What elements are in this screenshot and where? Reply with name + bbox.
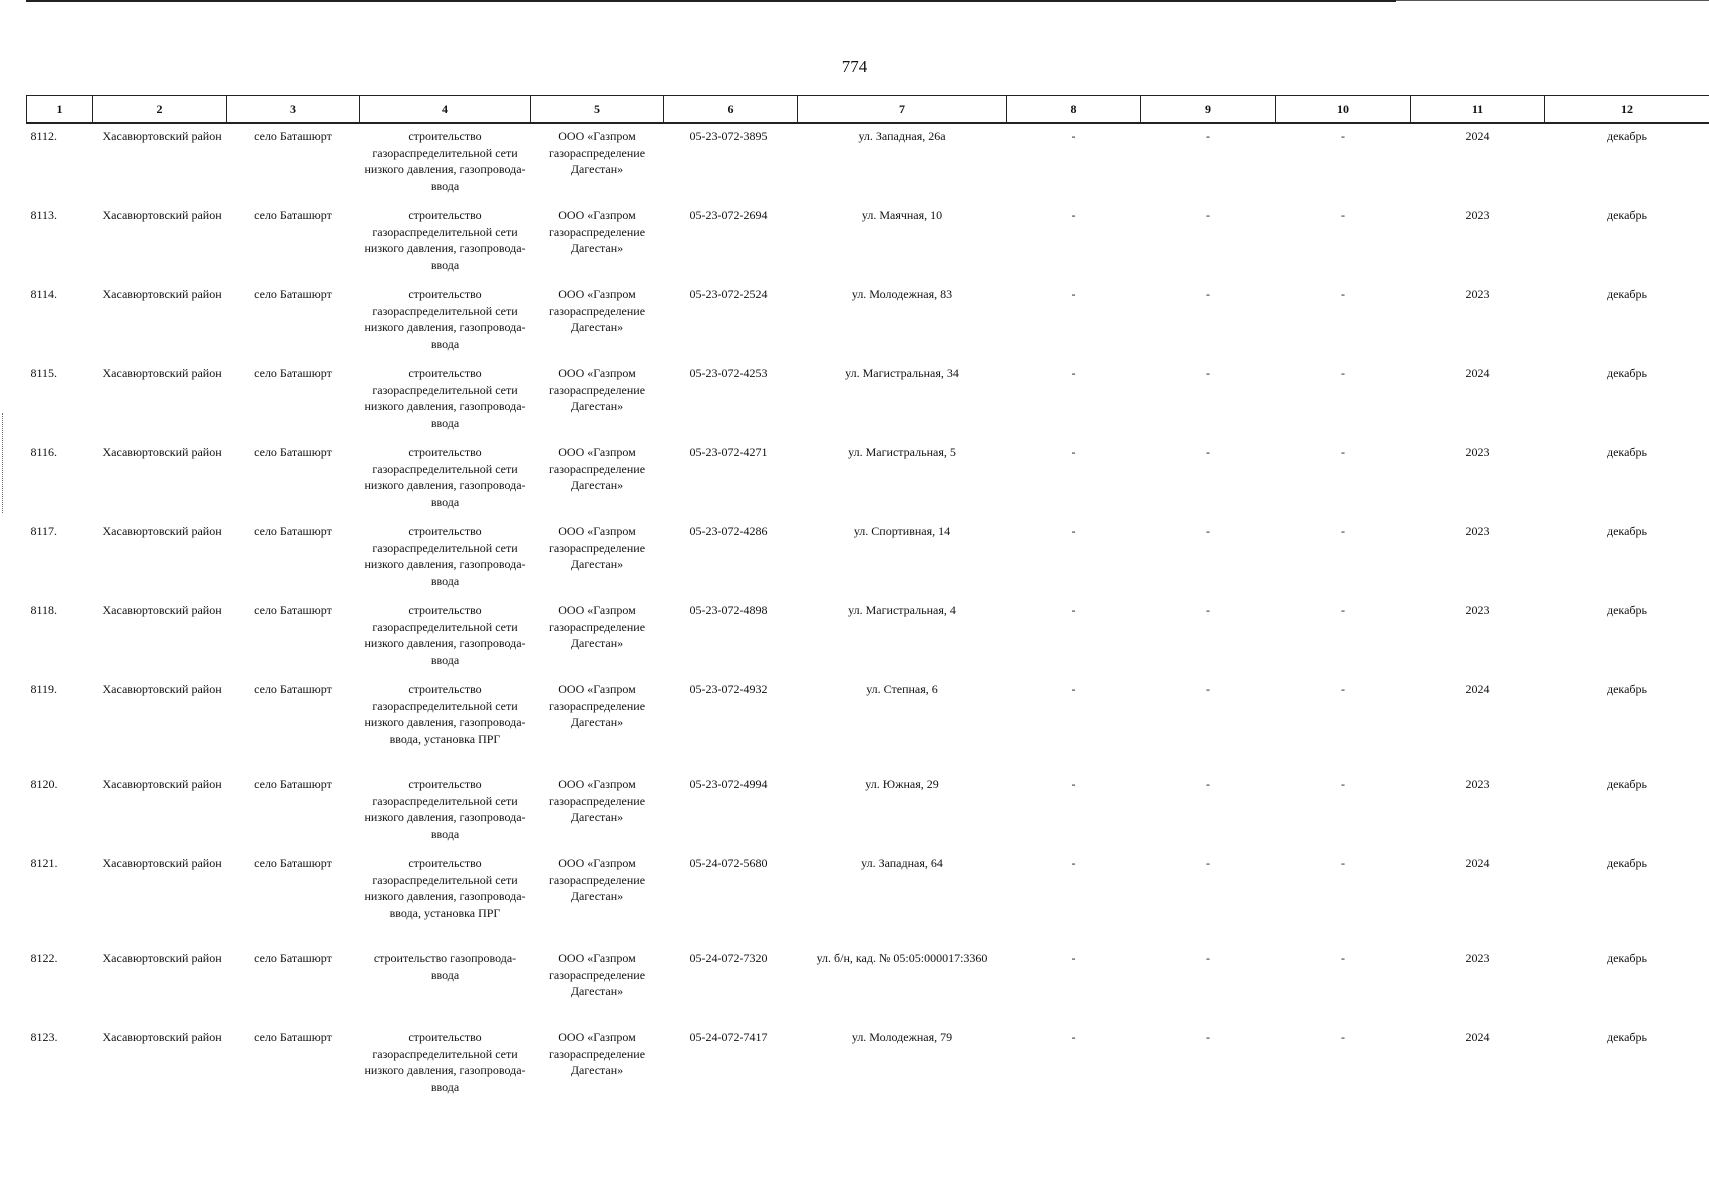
column-9-cell: - [1206,777,1210,791]
column-8-cell: - [1071,856,1076,870]
table-row [27,946,1709,1025]
column-header: 4 [360,96,531,124]
work-description-cell: строительство газораспределительной сети низкого давления, газопровода-ввода [364,208,526,272]
column-9-cell: - [1206,951,1210,965]
object-code-cell: 05-24-072-7320 [689,951,768,965]
year-cell: 2023 [1465,287,1490,301]
address-cell: ул. Западная, 26а [858,129,946,143]
district-cell: Хасавюртовский район [102,129,222,143]
settlement-cell: село Баташюрт [254,445,332,459]
organization-cell: ООО «Газпром газораспределение Дагестан» [548,777,646,824]
year-cell: 2023 [1465,445,1490,459]
organization-cell: ООО «Газпром газораспределение Дагестан» [548,1030,646,1077]
column-header: 11 [1411,96,1545,124]
month-cell: декабрь [1607,366,1647,380]
address-cell: ул. Маячная, 10 [861,208,943,222]
row-number: 8117. [30,524,58,538]
object-code-cell: 05-24-072-5680 [689,856,768,870]
work-description-cell: строительство газораспределительной сети низкого давления, газопровода-ввода [364,287,526,351]
column-10-cell: - [1341,603,1345,617]
column-9-cell: - [1206,1030,1210,1044]
column-10-cell: - [1341,1030,1345,1044]
month-cell: декабрь [1607,1030,1647,1044]
column-header: 5 [531,96,664,124]
table-row [27,772,1709,851]
row-number: 8115. [30,366,58,380]
organization-cell: ООО «Газпром газораспределение Дагестан» [548,129,646,176]
month-cell: декабрь [1607,129,1647,143]
address-cell: ул. Магистральная, 34 [845,366,959,380]
district-cell: Хасавюртовский район [102,287,222,301]
table-row [27,123,1709,203]
settlement-cell: село Баташюрт [254,129,332,143]
object-code-cell: 05-23-072-3895 [689,129,768,143]
district-cell: Хасавюртовский район [102,366,222,380]
address-cell: ул. Спортивная, 14 [853,524,951,538]
organization-cell: ООО «Газпром газораспределение Дагестан» [548,856,646,903]
row-number: 8122. [30,951,58,965]
column-header: 2 [93,96,227,124]
table-row [27,851,1709,946]
organization-cell: ООО «Газпром газораспределение Дагестан» [548,445,646,492]
column-8-cell: - [1071,951,1076,965]
column-9-cell: - [1206,603,1210,617]
work-description-cell: строительство газораспределительной сети низкого давления, газопровода-ввода, установка ПРГ [364,856,526,920]
month-cell: декабрь [1607,856,1647,870]
settlement-cell: село Баташюрт [254,682,332,696]
work-description-cell: строительство газораспределительной сети низкого давления, газопровода-ввода [364,524,526,588]
month-cell: декабрь [1607,524,1647,538]
column-10-cell: - [1341,682,1345,696]
column-9-cell: - [1206,287,1210,301]
column-10-cell: - [1341,445,1345,459]
work-description-cell: строительство газораспределительной сети низкого давления, газопровода-ввода, установка ПРГ [364,682,526,746]
object-code-cell: 05-24-072-7417 [689,1030,768,1044]
column-8-cell: - [1071,682,1076,696]
organization-cell: ООО «Газпром газораспределение Дагестан» [548,682,646,729]
table-row [27,440,1709,519]
column-8-cell: - [1071,208,1076,222]
organization-cell: ООО «Газпром газораспределение Дагестан» [548,208,646,255]
year-cell: 2023 [1465,603,1490,617]
registry-body [27,123,1709,1104]
address-cell: ул. Западная, 64 [861,856,943,870]
year-cell: 2024 [1465,366,1490,380]
month-cell: декабрь [1607,445,1647,459]
object-code-cell: 05-23-072-4994 [689,777,768,791]
year-cell: 2024 [1465,129,1490,143]
column-10-cell: - [1341,129,1345,143]
organization-cell: ООО «Газпром газораспределение Дагестан» [548,287,646,334]
year-cell: 2023 [1465,777,1490,791]
column-9-cell: - [1206,208,1210,222]
district-cell: Хасавюртовский район [102,856,222,870]
column-8-cell: - [1071,287,1076,301]
table-row [27,677,1709,772]
address-cell: ул. Молодежная, 79 [851,1030,953,1044]
work-description-cell: строительство газораспределительной сети низкого давления, газопровода-ввода [364,1030,526,1094]
month-cell: декабрь [1607,682,1647,696]
settlement-cell: село Баташюрт [254,603,332,617]
settlement-cell: село Баташюрт [254,1030,332,1044]
address-cell: ул. Молодежная, 83 [851,287,953,301]
column-10-cell: - [1341,366,1345,380]
month-cell: декабрь [1607,603,1647,617]
column-header: 8 [1007,96,1141,124]
column-header: 7 [798,96,1007,124]
settlement-cell: село Баташюрт [254,856,332,870]
month-cell: декабрь [1607,777,1647,791]
object-code-cell: 05-23-072-4271 [689,445,768,459]
table-row [27,203,1709,282]
month-cell: декабрь [1607,287,1647,301]
district-cell: Хасавюртовский район [102,524,222,538]
address-cell: ул. Магистральная, 5 [848,445,956,459]
object-code-cell: 05-23-072-4286 [689,524,768,538]
column-number-header-row [27,96,1709,124]
district-cell: Хасавюртовский район [102,777,222,791]
month-cell: декабрь [1607,951,1647,965]
row-number: 8120. [30,777,58,791]
column-9-cell: - [1206,682,1210,696]
year-cell: 2024 [1465,856,1490,870]
row-number: 8119. [30,682,58,696]
address-cell: ул. Магистральная, 4 [848,603,956,617]
column-8-cell: - [1071,777,1076,791]
column-header: 9 [1141,96,1276,124]
year-cell: 2023 [1465,951,1490,965]
work-description-cell: строительство газораспределительной сети низкого давления, газопровода-ввода [364,777,526,841]
column-9-cell: - [1206,524,1210,538]
month-cell: декабрь [1607,208,1647,222]
column-9-cell: - [1206,129,1210,143]
year-cell: 2023 [1465,208,1490,222]
column-header: 12 [1545,96,1709,124]
column-8-cell: - [1071,603,1076,617]
column-9-cell: - [1206,856,1210,870]
row-number: 8118. [30,603,58,617]
district-cell: Хасавюртовский район [102,603,222,617]
organization-cell: ООО «Газпром газораспределение Дагестан» [548,366,646,413]
table-row [27,1025,1709,1104]
year-cell: 2023 [1465,524,1490,538]
object-code-cell: 05-23-072-4898 [689,603,768,617]
table-row [27,282,1709,361]
column-9-cell: - [1206,445,1210,459]
object-code-cell: 05-23-072-4253 [689,366,768,380]
settlement-cell: село Баташюрт [254,524,332,538]
column-10-cell: - [1341,951,1345,965]
table-row [27,519,1709,598]
work-description-cell: строительство газораспределительной сети низкого давления, газопровода-ввода [364,603,526,667]
gasification-registry-table [26,95,1709,1104]
page-number: 774 [841,57,868,76]
column-10-cell: - [1341,524,1345,538]
table-row [27,598,1709,677]
row-number: 8121. [30,856,58,870]
column-header: 6 [664,96,798,124]
district-cell: Хасавюртовский район [102,951,222,965]
organization-cell: ООО «Газпром газораспределение Дагестан» [548,603,646,650]
row-number: 8113. [30,208,58,222]
year-cell: 2024 [1465,682,1490,696]
work-description-cell: строительство газораспределительной сети низкого давления, газопровода-ввода [364,445,526,509]
column-10-cell: - [1341,208,1345,222]
column-10-cell: - [1341,856,1345,870]
table-row [27,361,1709,440]
row-number: 8123. [30,1030,58,1044]
settlement-cell: село Баташюрт [254,208,332,222]
row-number: 8114. [30,287,58,301]
column-8-cell: - [1071,129,1076,143]
work-description-cell: строительство газопровода-ввода [373,951,517,982]
row-number: 8116. [30,445,58,459]
column-8-cell: - [1071,366,1076,380]
settlement-cell: село Баташюрт [254,777,332,791]
top-border-line-thin [1396,0,1709,1]
settlement-cell: село Баташюрт [254,287,332,301]
column-header: 3 [227,96,360,124]
top-border-line [26,0,1396,2]
settlement-cell: село Баташюрт [254,951,332,965]
column-header: 10 [1276,96,1411,124]
column-10-cell: - [1341,287,1345,301]
district-cell: Хасавюртовский район [102,682,222,696]
work-description-cell: строительство газораспределительной сети низкого давления, газопровода-ввода [364,366,526,430]
organization-cell: ООО «Газпром газораспределение Дагестан» [548,951,646,998]
object-code-cell: 05-23-072-2524 [689,287,768,301]
district-cell: Хасавюртовский район [102,208,222,222]
address-cell: ул. б/н, кад. № 05:05:000017:3360 [816,951,988,965]
district-cell: Хасавюртовский район [102,445,222,459]
district-cell: Хасавюртовский район [102,1030,222,1044]
object-code-cell: 05-23-072-4932 [689,682,768,696]
organization-cell: ООО «Газпром газораспределение Дагестан» [548,524,646,571]
work-description-cell: строительство газораспределительной сети низкого давления, газопровода-ввода [364,129,526,193]
row-number: 8112. [30,129,58,143]
column-10-cell: - [1341,777,1345,791]
column-9-cell: - [1206,366,1210,380]
address-cell: ул. Южная, 29 [865,777,939,791]
scan-margin-marks [2,413,4,513]
year-cell: 2024 [1465,1030,1490,1044]
column-header: 1 [27,96,93,124]
settlement-cell: село Баташюрт [254,366,332,380]
column-8-cell: - [1071,445,1076,459]
column-8-cell: - [1071,1030,1076,1044]
address-cell: ул. Степная, 6 [866,682,938,696]
object-code-cell: 05-23-072-2694 [689,208,768,222]
column-8-cell: - [1071,524,1076,538]
